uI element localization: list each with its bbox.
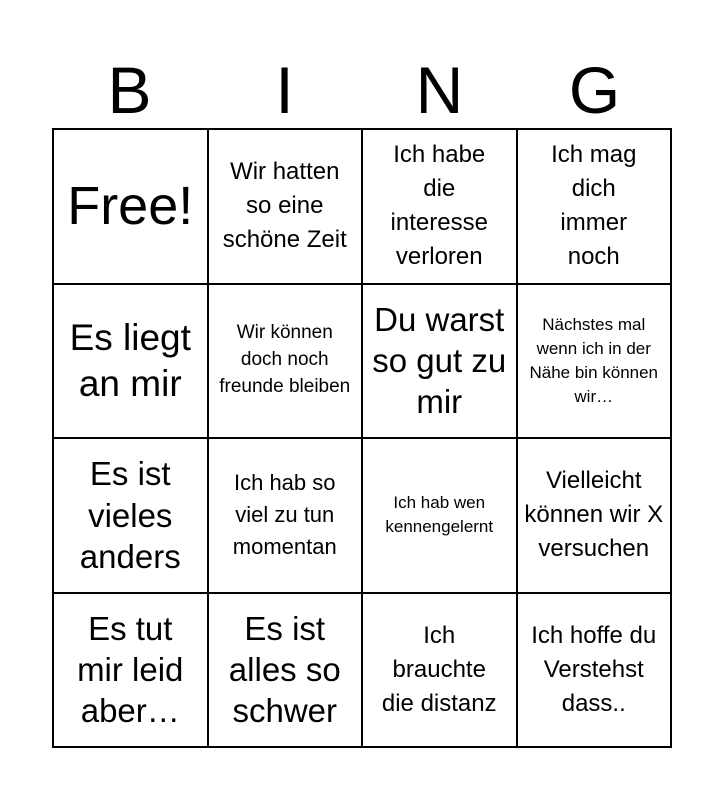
cell-text: Es ist vieles anders: [79, 455, 181, 575]
bingo-cell[interactable]: [517, 284, 672, 439]
cell-text: Es ist alles so schwer: [228, 609, 341, 730]
bingo-cell[interactable]: [208, 438, 363, 593]
bingo-header: [52, 52, 672, 128]
cell-text: Es liegt an mir: [69, 316, 191, 404]
header-letter-b: B: [107, 53, 152, 127]
bingo-cell[interactable]: [53, 284, 208, 439]
bingo-cell[interactable]: [362, 438, 517, 593]
bingo-cell[interactable]: [208, 284, 363, 439]
bingo-cell[interactable]: [53, 438, 208, 593]
bingo-cell[interactable]: [208, 129, 363, 284]
bingo-cell[interactable]: [517, 593, 672, 748]
cell-text: Du warst so gut zu mir: [372, 300, 507, 421]
cell-text: Ich hab wen kennengelernt: [385, 493, 494, 537]
header-letter-i: I: [275, 53, 294, 127]
cell-text: Ich mag dich immer noch: [551, 141, 637, 271]
bingo-cell[interactable]: [362, 593, 517, 748]
cell-text: Free!: [67, 175, 194, 236]
cell-text: Ich hab so viel zu tun momentan: [232, 470, 337, 560]
cell-text: Vielleicht können wir X versuchen: [524, 467, 664, 563]
bingo-cell[interactable]: [517, 438, 672, 593]
cell-text: Wir können doch noch freunde bleiben: [219, 322, 351, 398]
bingo-cell-free[interactable]: [53, 129, 208, 284]
bingo-cell[interactable]: [362, 129, 517, 284]
header-letter-g: G: [568, 53, 621, 127]
cell-text: Ich brauchte die distanz: [381, 621, 497, 717]
cell-text: Nächstes mal wenn ich in der Nähe bin können wir…: [529, 315, 659, 406]
bingo-cell[interactable]: [53, 593, 208, 748]
cell-text: Ich habe die interesse verloren: [390, 141, 488, 271]
header-letter-n: N: [415, 53, 464, 127]
bingo-cell[interactable]: [208, 593, 363, 748]
cell-text: Es tut mir leid aber…: [77, 609, 184, 730]
bingo-cell[interactable]: [517, 129, 672, 284]
bingo-grid: [52, 128, 672, 748]
bingo-cell[interactable]: [362, 284, 517, 439]
cell-text: Ich hoffe du Verstehst dass..: [531, 621, 657, 717]
cell-text: Wir hatten so eine schöne Zeit: [222, 158, 347, 254]
